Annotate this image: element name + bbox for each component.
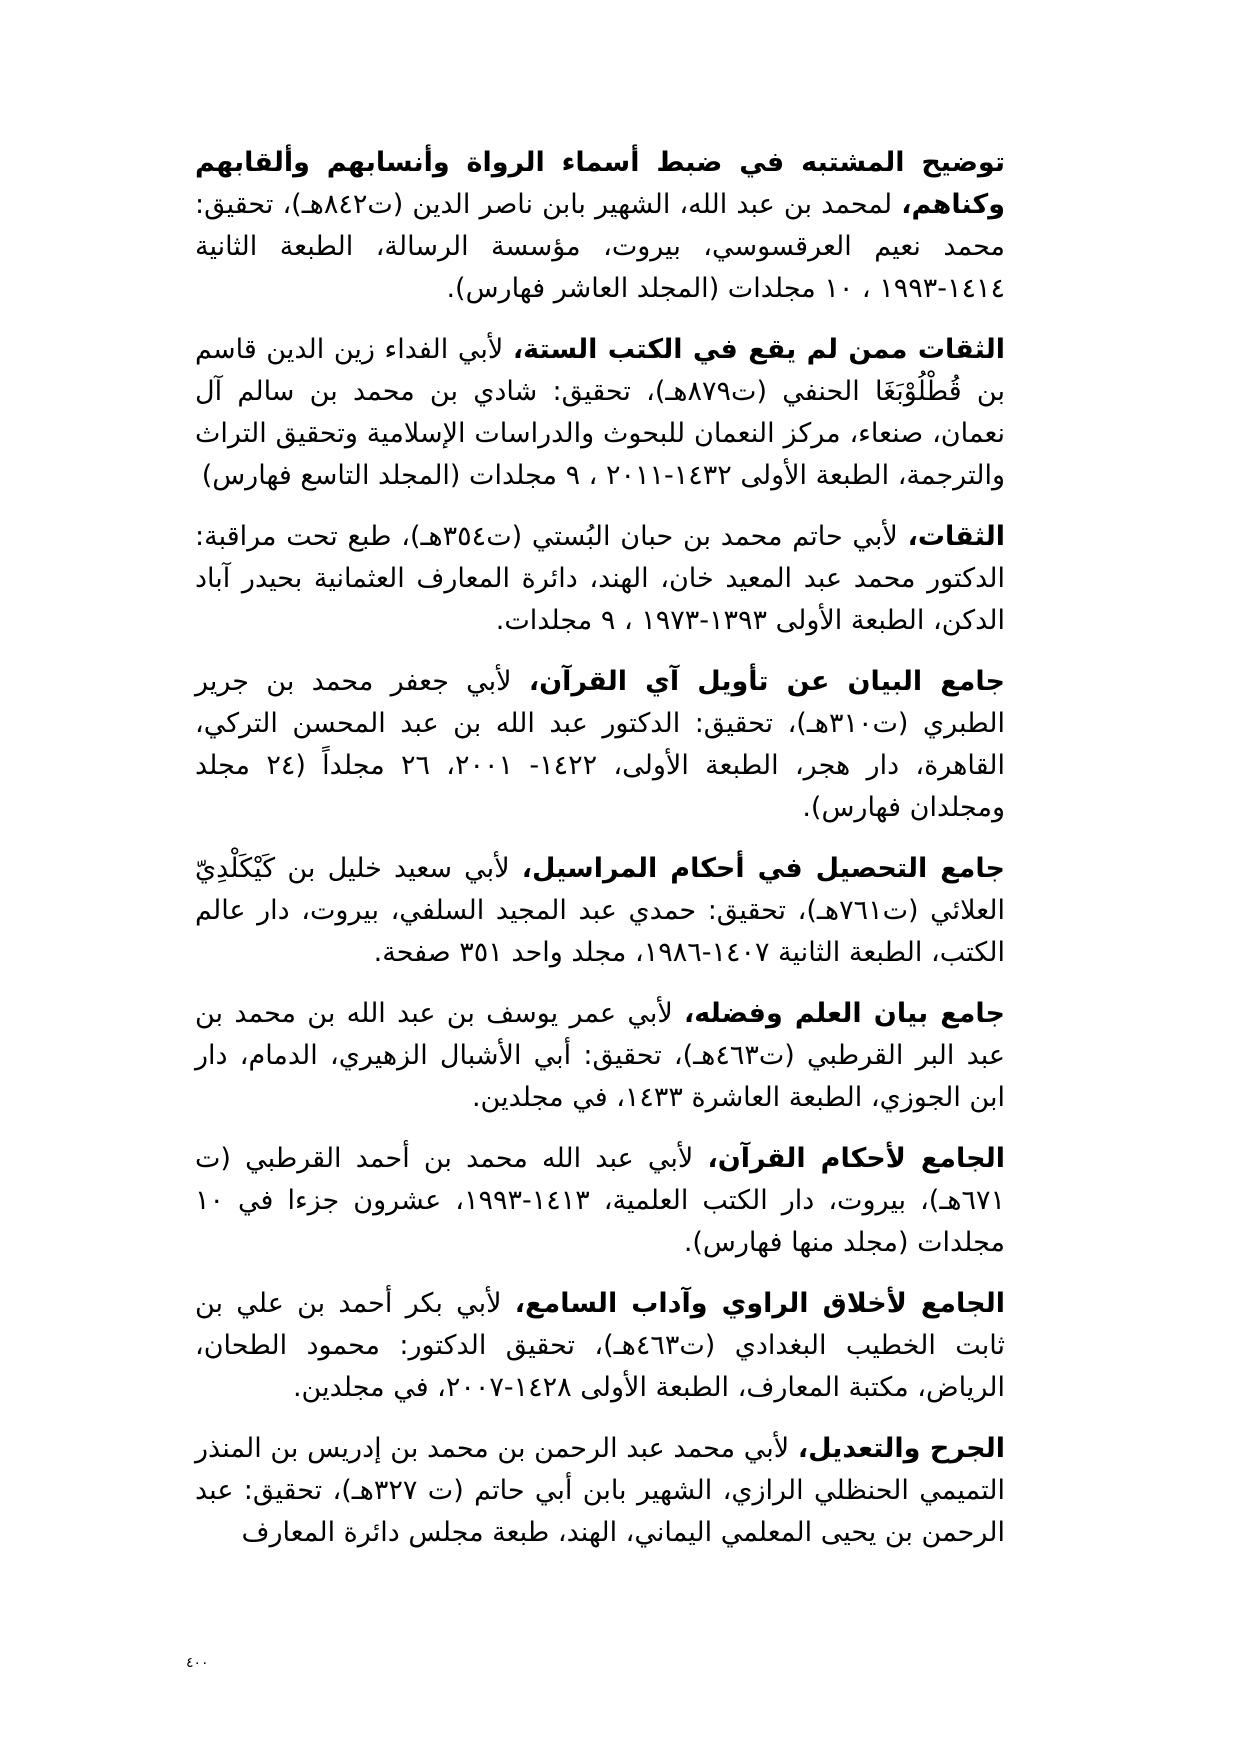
entry-title: الجرح والتعديل، (797, 1433, 1005, 1464)
entry-text: لأبي سعيد خليل بن كَيْكَلْدِيّ العلائي (ت٧٦١هـ)، تحقيق: حمدي عبد المجيد السلفي، بيروت، دار عالم الكتب، الطبعة الثانية ١٤٠٧-١٩٨٦، مجلد واحد ٣٥١ صفحة. (195, 853, 1006, 968)
bibliography-entry (195, 516, 1005, 642)
entry-title: توضيح المشتبه في ضبط أسماء الرواة وأنسابهم وألقابهم وكناهم، (195, 147, 1005, 220)
entry-title: الجامع لأخلاق الراوي وآداب السامع، (514, 1288, 1005, 1319)
entry-text: لأبي بكر أحمد بن علي بن ثابت الخطيب البغدادي (ت٤٦٣هـ)، تحقيق الدكتور: محمود الطحان، الرياض، مكتبة المعارف، الطبعة الأولى ١٤٢٨-٢٠٠٧، في مجلدين. (195, 1288, 1006, 1403)
entry-title: جامع بيان العلم وفضله، (684, 998, 1005, 1029)
entry-text: لأبي جعفر محمد بن جرير الطبري (ت٣١٠هـ)، تحقيق: الدكتور عبد الله بن عبد المحسن التركي، القاهرة، دار هجر، الطبعة الأولى، ١٤٢٢- ٢٠٠١، ٢٦ مجلداً (٢٤ مجلد ومجلدان فهارس). (195, 666, 1006, 823)
page-number: ٤٠٠ (186, 1655, 209, 1671)
entry-text: لأبي عمر يوسف بن عبد الله بن محمد بن عبد البر القرطبي (ت٤٦٣هـ)، تحقيق: أبي الأشبال الزهيري، الدمام، دار ابن الجوزي، الطبعة العاشرة ١٤٣٣، في مجلدين. (195, 998, 1005, 1113)
bibliography-entry (195, 329, 1005, 497)
entry-text: لأبي عبد الله محمد بن أحمد القرطبي (ت ٦٧١هـ)، بيروت، دار الكتب العلمية، ١٤١٣-١٩٩٣، عشرون جزءا في ١٠ مجلدات (مجلد منها فهارس). (195, 1143, 1005, 1258)
entry-title: الجامع لأحكام القرآن، (707, 1143, 1005, 1174)
entry-text: لمحمد بن عبد الله، الشهير بابن ناصر الدين (ت٨٤٢هـ)، تحقيق: محمد نعيم العرقسوسي، بيروت، مؤسسة الرسالة، الطبعة الثانية ١٤١٤-١٩٩٣ ، ١٠ مجلدات (المجلد العاشر فهارس). (195, 189, 1005, 304)
entry-text: لأبي حاتم محمد بن حبان البُستي (ت٣٥٤هـ)، طبع تحت مراقبة: الدكتور محمد عبد المعيد خان، الهند، دائرة المعارف العثمانية بحيدر آباد الدكن، الطبعة الأولى ١٣٩٣-١٩٧٣ ، ٩ مجلدات. (195, 521, 1005, 636)
entry-text: لأبي محمد عبد الرحمن بن محمد بن إدريس بن المنذر التميمي الحنظلي الرازي، الشهير بابن أبي حاتم (ت ٣٢٧هـ)، تحقيق: عبد الرحمن بن يحيى المعلمي اليماني، الهند، طبعة مجلس دائرة المعارف (195, 1433, 1005, 1548)
entry-title: جامع البيان عن تأويل آي القرآن، (528, 666, 1005, 697)
entry-title: جامع التحصيل في أحكام المراسيل، (521, 853, 1005, 884)
entry-text: لأبي الفداء زين الدين قاسم بن قُطْلُوْبَغَا الحنفي (ت٨٧٩هـ)، تحقيق: شادي بن محمد بن سالم آل نعمان، صنعاء، مركز النعمان للبحوث والدراسات الإسلامية وتحقيق التراث والترجمة، الطبعة الأولى ١٤٣٢-٢٠١١ ، ٩ مجلدات (المجلد التاسع فهارس) (195, 334, 1005, 491)
bibliography-list (195, 142, 1005, 1573)
bibliography-entry (195, 661, 1005, 829)
bibliography-entry (195, 1138, 1005, 1264)
bibliography-entry (195, 848, 1005, 974)
bibliography-entry (195, 993, 1005, 1119)
entry-title: الثقات ممن لم يقع في الكتب الستة، (512, 334, 1005, 365)
entry-title: الثقات، (907, 521, 1005, 552)
bibliography-entry (195, 142, 1005, 310)
bibliography-entry (195, 1283, 1005, 1409)
bibliography-entry (195, 1428, 1005, 1554)
